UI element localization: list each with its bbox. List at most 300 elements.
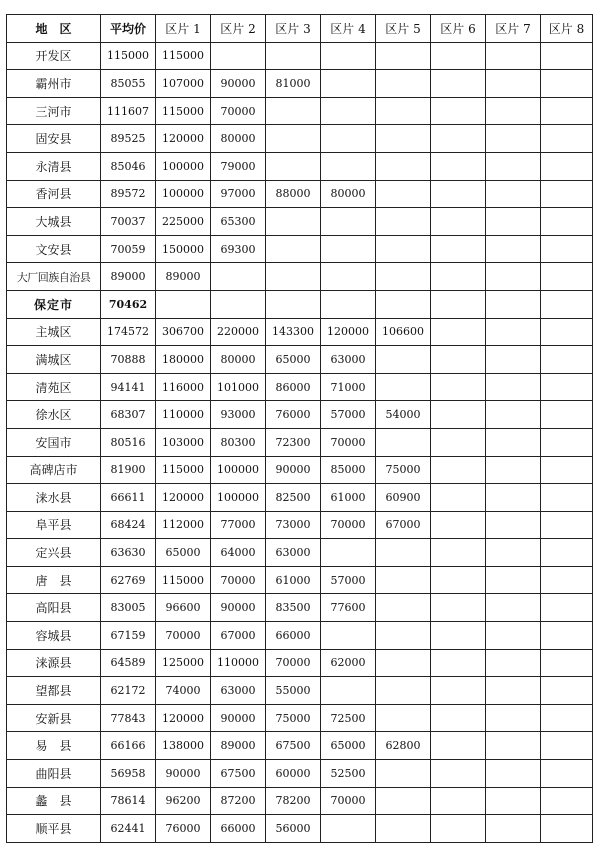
average-price-cell: 85055	[101, 70, 156, 98]
region-cell: 主城区	[7, 318, 101, 346]
table-row	[7, 428, 593, 456]
zone-3-price-cell: 143300	[266, 318, 321, 346]
zone-7-price-cell	[486, 649, 541, 677]
zone-4-price-cell: 52500	[321, 760, 376, 788]
zone-4-price-cell	[321, 815, 376, 843]
zone-4-price-cell	[321, 97, 376, 125]
region-cell: 满城区	[7, 346, 101, 374]
zone-7-price-cell	[486, 704, 541, 732]
header-zone-3: 区片 3	[266, 15, 321, 43]
zone-4-price-cell: 85000	[321, 456, 376, 484]
zone-6-price-cell	[431, 511, 486, 539]
region-cell: 安新县	[7, 704, 101, 732]
average-price-cell: 66611	[101, 484, 156, 512]
region-cell: 清苑区	[7, 373, 101, 401]
header-zone-4: 区片 4	[321, 15, 376, 43]
zone-2-price-cell: 65300	[211, 208, 266, 236]
zone-5-price-cell	[376, 235, 431, 263]
zone-2-price-cell: 79000	[211, 152, 266, 180]
zone-6-price-cell	[431, 235, 486, 263]
table-row	[7, 704, 593, 732]
zone-6-price-cell	[431, 208, 486, 236]
zone-2-price-cell: 93000	[211, 401, 266, 429]
region-cell: 香河县	[7, 180, 101, 208]
zone-4-price-cell	[321, 539, 376, 567]
zone-8-price-cell	[541, 208, 593, 236]
zone-6-price-cell	[431, 70, 486, 98]
average-price-cell: 77843	[101, 704, 156, 732]
zone-2-price-cell: 80300	[211, 428, 266, 456]
zone-3-price-cell: 83500	[266, 594, 321, 622]
table-row	[7, 97, 593, 125]
region-cell: 望都县	[7, 677, 101, 705]
zone-5-price-cell: 60900	[376, 484, 431, 512]
zone-3-price-cell	[266, 97, 321, 125]
table-row	[7, 622, 593, 650]
region-cell: 徐水区	[7, 401, 101, 429]
zone-2-price-cell	[211, 290, 266, 318]
table-row	[7, 373, 593, 401]
region-cell: 顺平县	[7, 815, 101, 843]
zone-3-price-cell: 82500	[266, 484, 321, 512]
zone-8-price-cell	[541, 677, 593, 705]
zone-1-price-cell: 120000	[156, 125, 211, 153]
zone-2-price-cell: 89000	[211, 732, 266, 760]
average-price-cell: 85046	[101, 152, 156, 180]
zone-1-price-cell: 100000	[156, 152, 211, 180]
average-price-cell: 81900	[101, 456, 156, 484]
zone-7-price-cell	[486, 70, 541, 98]
zone-2-price-cell: 69300	[211, 235, 266, 263]
zone-7-price-cell	[486, 97, 541, 125]
header-zone-7: 区片 7	[486, 15, 541, 43]
table-row	[7, 539, 593, 567]
region-cell: 涞水县	[7, 484, 101, 512]
zone-3-price-cell: 55000	[266, 677, 321, 705]
zone-3-price-cell: 88000	[266, 180, 321, 208]
zone-3-price-cell: 66000	[266, 622, 321, 650]
header-zone-5: 区片 5	[376, 15, 431, 43]
zone-2-price-cell: 90000	[211, 70, 266, 98]
average-price-cell: 94141	[101, 373, 156, 401]
zone-6-price-cell	[431, 152, 486, 180]
zone-2-price-cell: 64000	[211, 539, 266, 567]
average-price-cell: 70037	[101, 208, 156, 236]
table-row	[7, 484, 593, 512]
zone-1-price-cell: 112000	[156, 511, 211, 539]
zone-6-price-cell	[431, 125, 486, 153]
zone-4-price-cell	[321, 152, 376, 180]
zone-4-price-cell: 71000	[321, 373, 376, 401]
average-price-cell: 66166	[101, 732, 156, 760]
average-price-cell: 174572	[101, 318, 156, 346]
zone-3-price-cell	[266, 152, 321, 180]
zone-5-price-cell	[376, 42, 431, 70]
header-average: 平均价	[101, 15, 156, 43]
zone-5-price-cell	[376, 346, 431, 374]
zone-7-price-cell	[486, 263, 541, 291]
zone-8-price-cell	[541, 539, 593, 567]
average-price-cell: 67159	[101, 622, 156, 650]
average-price-cell: 80516	[101, 428, 156, 456]
zone-5-price-cell: 75000	[376, 456, 431, 484]
zone-7-price-cell	[486, 456, 541, 484]
zone-4-price-cell	[321, 677, 376, 705]
zone-2-price-cell: 100000	[211, 456, 266, 484]
zone-8-price-cell	[541, 235, 593, 263]
average-price-cell: 62441	[101, 815, 156, 843]
zone-4-price-cell: 57000	[321, 401, 376, 429]
average-price-cell: 62769	[101, 566, 156, 594]
zone-2-price-cell: 80000	[211, 125, 266, 153]
zone-1-price-cell: 96200	[156, 787, 211, 815]
table-row	[7, 346, 593, 374]
table-row	[7, 787, 593, 815]
zone-1-price-cell: 115000	[156, 566, 211, 594]
zone-7-price-cell	[486, 152, 541, 180]
region-cell: 霸州市	[7, 70, 101, 98]
zone-5-price-cell: 106600	[376, 318, 431, 346]
zone-6-price-cell	[431, 318, 486, 346]
zone-2-price-cell: 100000	[211, 484, 266, 512]
header-zone-2: 区片 2	[211, 15, 266, 43]
zone-7-price-cell	[486, 428, 541, 456]
region-cell: 永清县	[7, 152, 101, 180]
zone-6-price-cell	[431, 180, 486, 208]
region-cell: 保定市	[7, 290, 101, 318]
header-zone-1: 区片 1	[156, 15, 211, 43]
zone-6-price-cell	[431, 677, 486, 705]
table-row	[7, 649, 593, 677]
zone-1-price-cell: 65000	[156, 539, 211, 567]
zone-8-price-cell	[541, 180, 593, 208]
zone-4-price-cell: 62000	[321, 649, 376, 677]
zone-6-price-cell	[431, 428, 486, 456]
average-price-cell: 70059	[101, 235, 156, 263]
zone-5-price-cell	[376, 649, 431, 677]
table-row	[7, 318, 593, 346]
zone-6-price-cell	[431, 566, 486, 594]
zone-8-price-cell	[541, 787, 593, 815]
zone-1-price-cell: 89000	[156, 263, 211, 291]
average-price-cell: 62172	[101, 677, 156, 705]
average-price-cell: 70462	[101, 290, 156, 318]
zone-2-price-cell: 70000	[211, 97, 266, 125]
zone-2-price-cell: 63000	[211, 677, 266, 705]
average-price-cell: 70888	[101, 346, 156, 374]
zone-5-price-cell	[376, 373, 431, 401]
region-cell: 曲阳县	[7, 760, 101, 788]
region-cell: 容城县	[7, 622, 101, 650]
zone-5-price-cell	[376, 566, 431, 594]
zone-6-price-cell	[431, 97, 486, 125]
zone-3-price-cell	[266, 42, 321, 70]
table-row	[7, 152, 593, 180]
table-row	[7, 263, 593, 291]
zone-6-price-cell	[431, 815, 486, 843]
zone-3-price-cell: 75000	[266, 704, 321, 732]
zone-7-price-cell	[486, 539, 541, 567]
zone-5-price-cell: 54000	[376, 401, 431, 429]
zone-1-price-cell: 115000	[156, 97, 211, 125]
zone-1-price-cell: 96600	[156, 594, 211, 622]
zone-8-price-cell	[541, 125, 593, 153]
zone-3-price-cell: 76000	[266, 401, 321, 429]
zone-5-price-cell	[376, 263, 431, 291]
zone-3-price-cell: 81000	[266, 70, 321, 98]
zone-8-price-cell	[541, 484, 593, 512]
region-cell: 大城县	[7, 208, 101, 236]
zone-4-price-cell	[321, 235, 376, 263]
region-cell: 安国市	[7, 428, 101, 456]
zone-3-price-cell	[266, 208, 321, 236]
header-region: 地 区	[7, 15, 101, 43]
region-cell: 定兴县	[7, 539, 101, 567]
region-cell: 大厂回族自治县	[7, 263, 101, 291]
average-price-cell: 89572	[101, 180, 156, 208]
table-row	[7, 760, 593, 788]
zone-3-price-cell: 67500	[266, 732, 321, 760]
table-row	[7, 815, 593, 843]
zone-6-price-cell	[431, 787, 486, 815]
zone-3-price-cell: 73000	[266, 511, 321, 539]
zone-1-price-cell: 180000	[156, 346, 211, 374]
zone-2-price-cell: 67000	[211, 622, 266, 650]
table-row	[7, 594, 593, 622]
zone-7-price-cell	[486, 318, 541, 346]
region-cell: 阜平县	[7, 511, 101, 539]
zone-7-price-cell	[486, 290, 541, 318]
zone-5-price-cell	[376, 622, 431, 650]
zone-7-price-cell	[486, 566, 541, 594]
table-row	[7, 290, 593, 318]
zone-1-price-cell: 103000	[156, 428, 211, 456]
zone-5-price-cell	[376, 428, 431, 456]
zone-3-price-cell	[266, 125, 321, 153]
zone-1-price-cell: 115000	[156, 456, 211, 484]
zone-7-price-cell	[486, 815, 541, 843]
zone-8-price-cell	[541, 732, 593, 760]
zone-2-price-cell: 101000	[211, 373, 266, 401]
zone-8-price-cell	[541, 649, 593, 677]
zone-5-price-cell	[376, 677, 431, 705]
table-row	[7, 456, 593, 484]
region-cell: 文安县	[7, 235, 101, 263]
zone-1-price-cell: 76000	[156, 815, 211, 843]
zone-5-price-cell	[376, 787, 431, 815]
zone-1-price-cell: 120000	[156, 484, 211, 512]
zone-4-price-cell	[321, 622, 376, 650]
region-cell: 固安县	[7, 125, 101, 153]
zone-7-price-cell	[486, 42, 541, 70]
zone-8-price-cell	[541, 263, 593, 291]
zone-8-price-cell	[541, 428, 593, 456]
zone-5-price-cell	[376, 125, 431, 153]
zone-8-price-cell	[541, 456, 593, 484]
average-price-cell: 111607	[101, 97, 156, 125]
region-cell: 涞源县	[7, 649, 101, 677]
zone-6-price-cell	[431, 401, 486, 429]
zone-2-price-cell: 66000	[211, 815, 266, 843]
zone-2-price-cell	[211, 263, 266, 291]
zone-1-price-cell: 74000	[156, 677, 211, 705]
zone-4-price-cell: 63000	[321, 346, 376, 374]
zone-7-price-cell	[486, 208, 541, 236]
zone-3-price-cell: 90000	[266, 456, 321, 484]
zone-3-price-cell: 70000	[266, 649, 321, 677]
zone-5-price-cell	[376, 152, 431, 180]
zone-3-price-cell	[266, 263, 321, 291]
zone-2-price-cell: 90000	[211, 594, 266, 622]
average-price-cell: 83005	[101, 594, 156, 622]
average-price-cell: 56958	[101, 760, 156, 788]
zone-8-price-cell	[541, 566, 593, 594]
zone-2-price-cell: 97000	[211, 180, 266, 208]
zone-8-price-cell	[541, 70, 593, 98]
zone-8-price-cell	[541, 511, 593, 539]
average-price-cell: 89525	[101, 125, 156, 153]
zone-8-price-cell	[541, 346, 593, 374]
zone-3-price-cell	[266, 235, 321, 263]
zone-5-price-cell	[376, 539, 431, 567]
region-cell: 三河市	[7, 97, 101, 125]
zone-1-price-cell: 107000	[156, 70, 211, 98]
zone-6-price-cell	[431, 290, 486, 318]
zone-3-price-cell: 65000	[266, 346, 321, 374]
zone-5-price-cell	[376, 97, 431, 125]
zone-1-price-cell: 100000	[156, 180, 211, 208]
zone-2-price-cell: 77000	[211, 511, 266, 539]
zone-4-price-cell	[321, 263, 376, 291]
zone-6-price-cell	[431, 484, 486, 512]
zone-1-price-cell: 225000	[156, 208, 211, 236]
zone-2-price-cell: 90000	[211, 704, 266, 732]
zone-4-price-cell	[321, 42, 376, 70]
zone-1-price-cell: 116000	[156, 373, 211, 401]
zone-6-price-cell	[431, 42, 486, 70]
average-price-cell: 115000	[101, 42, 156, 70]
zone-8-price-cell	[541, 152, 593, 180]
zone-1-price-cell: 115000	[156, 42, 211, 70]
zone-1-price-cell: 110000	[156, 401, 211, 429]
average-price-cell: 89000	[101, 263, 156, 291]
zone-7-price-cell	[486, 732, 541, 760]
zone-3-price-cell: 60000	[266, 760, 321, 788]
zone-4-price-cell: 65000	[321, 732, 376, 760]
zone-4-price-cell: 70000	[321, 511, 376, 539]
zone-4-price-cell: 70000	[321, 428, 376, 456]
zone-4-price-cell: 72500	[321, 704, 376, 732]
region-cell: 唐 县	[7, 566, 101, 594]
zone-1-price-cell: 125000	[156, 649, 211, 677]
zone-4-price-cell: 61000	[321, 484, 376, 512]
zone-3-price-cell: 61000	[266, 566, 321, 594]
zone-6-price-cell	[431, 594, 486, 622]
zone-8-price-cell	[541, 704, 593, 732]
zone-7-price-cell	[486, 677, 541, 705]
zone-6-price-cell	[431, 263, 486, 291]
table-row	[7, 70, 593, 98]
table-row	[7, 511, 593, 539]
land-price-table	[6, 14, 593, 843]
zone-7-price-cell	[486, 594, 541, 622]
zone-1-price-cell: 90000	[156, 760, 211, 788]
header-zone-6: 区片 6	[431, 15, 486, 43]
zone-3-price-cell	[266, 290, 321, 318]
table-row	[7, 677, 593, 705]
zone-6-price-cell	[431, 622, 486, 650]
zone-6-price-cell	[431, 760, 486, 788]
zone-8-price-cell	[541, 815, 593, 843]
table-row	[7, 208, 593, 236]
zone-7-price-cell	[486, 511, 541, 539]
table-row	[7, 401, 593, 429]
zone-3-price-cell: 72300	[266, 428, 321, 456]
zone-4-price-cell	[321, 208, 376, 236]
zone-2-price-cell: 110000	[211, 649, 266, 677]
zone-7-price-cell	[486, 235, 541, 263]
zone-7-price-cell	[486, 622, 541, 650]
region-cell: 开发区	[7, 42, 101, 70]
average-price-cell: 68424	[101, 511, 156, 539]
average-price-cell: 78614	[101, 787, 156, 815]
zone-1-price-cell: 150000	[156, 235, 211, 263]
zone-3-price-cell: 78200	[266, 787, 321, 815]
zone-5-price-cell	[376, 594, 431, 622]
zone-1-price-cell: 306700	[156, 318, 211, 346]
zone-2-price-cell	[211, 42, 266, 70]
zone-3-price-cell: 86000	[266, 373, 321, 401]
zone-5-price-cell	[376, 180, 431, 208]
average-price-cell: 63630	[101, 539, 156, 567]
zone-1-price-cell: 120000	[156, 704, 211, 732]
zone-6-price-cell	[431, 732, 486, 760]
zone-8-price-cell	[541, 401, 593, 429]
zone-6-price-cell	[431, 649, 486, 677]
zone-8-price-cell	[541, 373, 593, 401]
region-cell: 高阳县	[7, 594, 101, 622]
table-row	[7, 42, 593, 70]
zone-2-price-cell: 87200	[211, 787, 266, 815]
zone-7-price-cell	[486, 401, 541, 429]
zone-4-price-cell	[321, 70, 376, 98]
zone-8-price-cell	[541, 760, 593, 788]
region-cell: 易 县	[7, 732, 101, 760]
zone-4-price-cell: 80000	[321, 180, 376, 208]
zone-4-price-cell: 70000	[321, 787, 376, 815]
zone-5-price-cell: 62800	[376, 732, 431, 760]
zone-8-price-cell	[541, 42, 593, 70]
zone-7-price-cell	[486, 180, 541, 208]
zone-8-price-cell	[541, 318, 593, 346]
table-body	[7, 42, 593, 842]
zone-4-price-cell: 77600	[321, 594, 376, 622]
zone-6-price-cell	[431, 539, 486, 567]
zone-7-price-cell	[486, 125, 541, 153]
table-row	[7, 180, 593, 208]
zone-6-price-cell	[431, 346, 486, 374]
zone-6-price-cell	[431, 373, 486, 401]
zone-5-price-cell	[376, 208, 431, 236]
zone-8-price-cell	[541, 290, 593, 318]
zone-4-price-cell	[321, 290, 376, 318]
zone-5-price-cell	[376, 70, 431, 98]
table-row	[7, 566, 593, 594]
zone-2-price-cell: 67500	[211, 760, 266, 788]
header-row	[7, 15, 593, 43]
region-cell: 高碑店市	[7, 456, 101, 484]
zone-8-price-cell	[541, 622, 593, 650]
